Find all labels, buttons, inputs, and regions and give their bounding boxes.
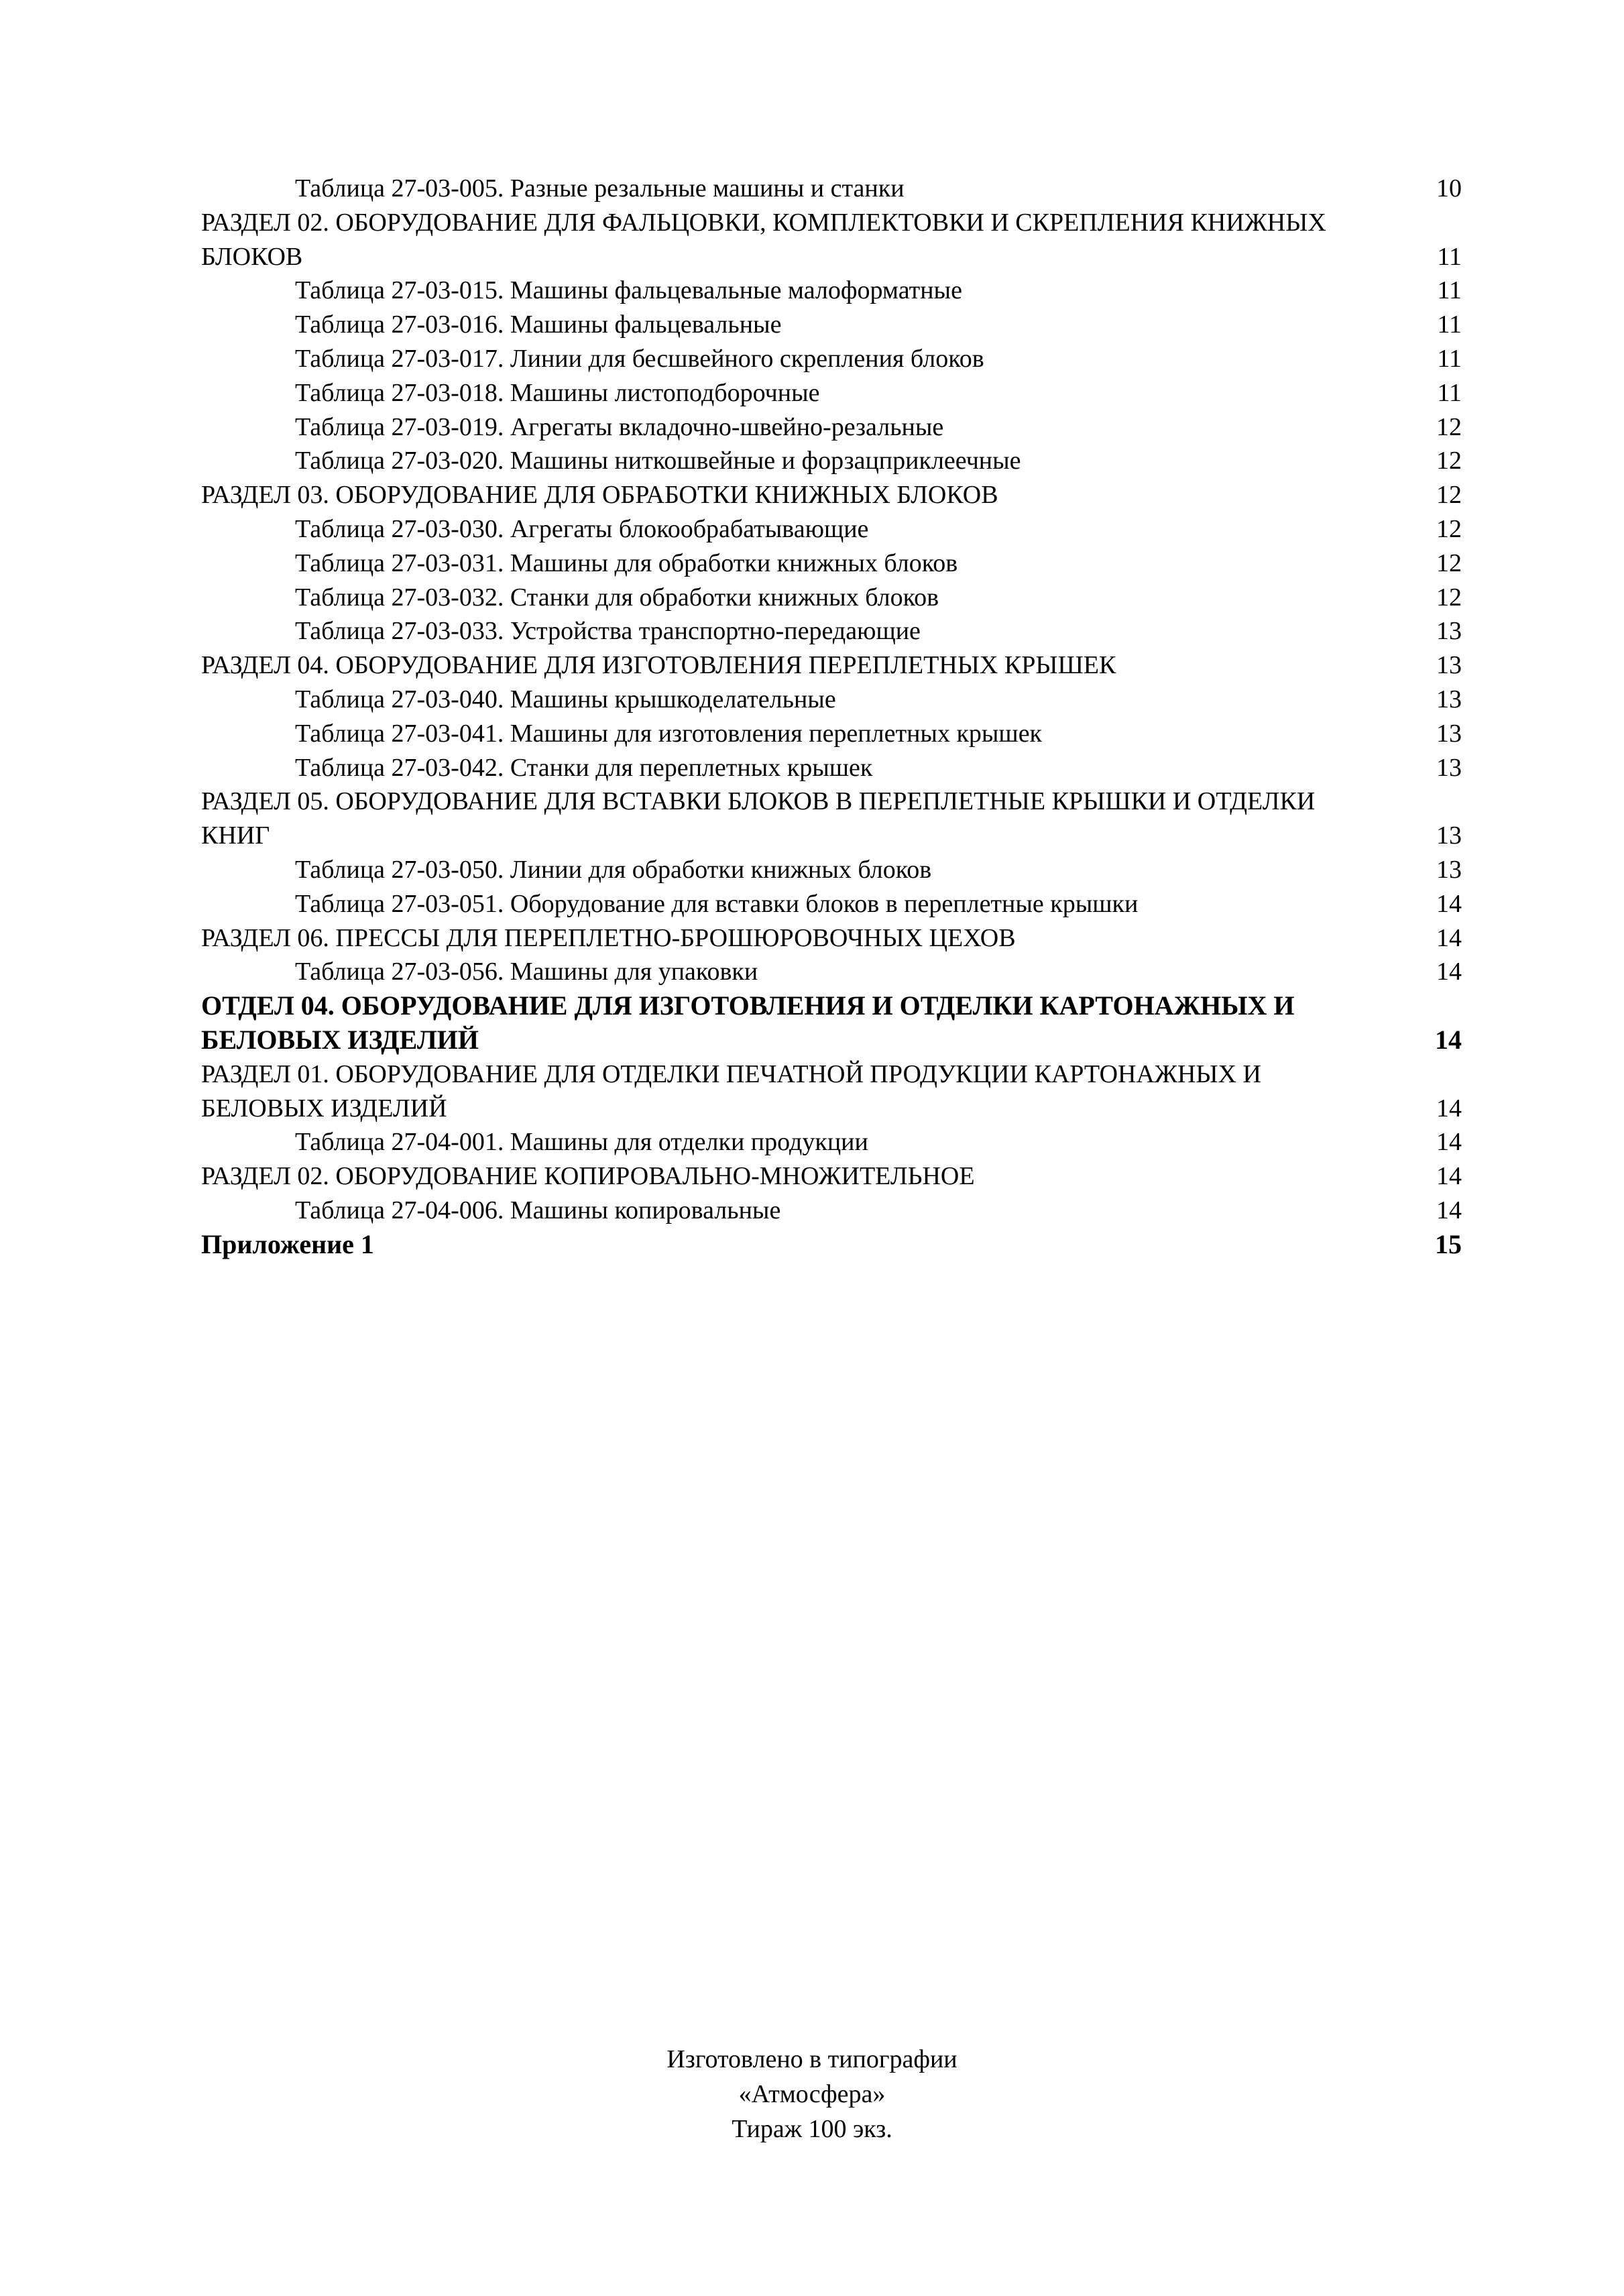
toc-entry-page: 12 — [1436, 583, 1462, 612]
toc-entry-title: РАЗДЕЛ 02. ОБОРУДОВАНИЕ КОПИРОВАЛЬНО-МНОЖИТЕЛЬНОЕ — [201, 1162, 975, 1191]
toc-entry-page: 12 — [1436, 447, 1462, 475]
toc-entry-title: Таблица 27-03-041. Машины для изготовления переплетных крышек — [295, 719, 1043, 748]
imprint-printed-by: Изготовлено в типографии — [666, 2045, 958, 2073]
toc-entry-page: 11 — [1437, 242, 1462, 271]
toc-entry-title: РАЗДЕЛ 04. ОБОРУДОВАНИЕ ДЛЯ ИЗГОТОВЛЕНИЯ ПЕРЕПЛЕТНЫХ КРЫШЕК — [201, 651, 1116, 680]
toc-entry-title: ОТДЕЛ 04. ОБОРУДОВАНИЕ ДЛЯ ИЗГОТОВЛЕНИЯ И ОТДЕЛКИ КАРТОНАЖНЫХ И БЕЛОВЫХ ИЗДЕЛИЙ — [201, 990, 1295, 1055]
toc-entry-title: Таблица 27-03-018. Машины листоподборочные — [295, 378, 820, 407]
toc-entry-section[interactable] — [201, 206, 1462, 274]
toc-entry-table[interactable] — [201, 853, 1462, 887]
toc-entry-title: Таблица 27-03-016. Машины фальцевальные — [295, 310, 782, 339]
toc-entry-table[interactable] — [201, 717, 1462, 751]
toc-entry-title: Таблица 27-03-005. Разные резальные машины и станки — [295, 174, 905, 203]
toc-entry-page: 13 — [1436, 719, 1462, 748]
toc-entry-title: Таблица 27-03-040. Машины крышкоделательные — [295, 685, 836, 713]
toc-entry-page: 12 — [1436, 514, 1462, 543]
toc-entry-title: Таблица 27-03-030. Агрегаты блокообрабатывающие — [295, 514, 869, 543]
toc-entry-table[interactable] — [201, 308, 1462, 342]
toc-entry-title: Таблица 27-04-006. Машины копировальные — [295, 1196, 781, 1224]
toc-entry-title: Таблица 27-03-019. Агрегаты вкладочно-швейно-резальные — [295, 412, 944, 441]
toc-entry-table[interactable] — [201, 1194, 1462, 1228]
toc-entry-page: 13 — [1436, 821, 1462, 850]
toc-entry-table[interactable] — [201, 274, 1462, 308]
toc-entry-page: 14 — [1435, 1024, 1462, 1055]
toc-entry-title: Таблица 27-03-031. Машины для обработки книжных блоков — [295, 549, 958, 577]
toc-entry-page: 14 — [1436, 958, 1462, 986]
imprint-printer-name: «Атмосфера» — [738, 2080, 886, 2108]
toc-entry-section[interactable] — [201, 648, 1462, 683]
toc-entry-page: 11 — [1437, 276, 1462, 305]
toc-entry-table[interactable] — [201, 342, 1462, 376]
toc-entry-page: 15 — [1435, 1228, 1462, 1259]
toc-entry-page: 13 — [1436, 753, 1462, 782]
toc-entry-title: Таблица 27-04-001. Машины для отделки продукции — [295, 1128, 868, 1157]
toc-entry-title: Таблица 27-03-017. Линии для бесшвейного скрепления блоков — [295, 344, 984, 373]
toc-entry-title: Таблица 27-03-050. Линии для обработки книжных блоков — [295, 855, 932, 884]
toc-entry-table[interactable] — [201, 751, 1462, 785]
toc-entry-title: РАЗДЕЛ 03. ОБОРУДОВАНИЕ ДЛЯ ОБРАБОТКИ КНИЖНЫХ БЛОКОВ — [201, 481, 998, 510]
toc-entry-table[interactable] — [201, 887, 1462, 921]
toc-entry-title: РАЗДЕЛ 06. ПРЕССЫ ДЛЯ ПЕРЕПЛЕТНО-БРОШЮРОВОЧНЫХ ЦЕХОВ — [201, 923, 1016, 952]
toc-entry-table[interactable] — [201, 376, 1462, 410]
toc-entry-page: 11 — [1437, 378, 1462, 407]
toc-entry-section[interactable] — [201, 478, 1462, 512]
toc-entry-section[interactable] — [201, 1057, 1462, 1126]
toc-entry-page: 10 — [1436, 174, 1462, 203]
toc-entry-title: РАЗДЕЛ 05. ОБОРУДОВАНИЕ ДЛЯ ВСТАВКИ БЛОКОВ В ПЕРЕПЛЕТНЫЕ КРЫШКИ И ОТДЕЛКИ КНИГ — [201, 787, 1316, 850]
toc-entry-table[interactable] — [201, 547, 1462, 581]
toc-entry-page: 12 — [1436, 481, 1462, 510]
toc-entry-title: РАЗДЕЛ 01. ОБОРУДОВАНИЕ ДЛЯ ОТДЕЛКИ ПЕЧАТНОЙ ПРОДУКЦИИ КАРТОНАЖНЫХ И БЕЛОВЫХ ИЗДЕЛИЙ — [201, 1059, 1261, 1123]
toc-entry-page: 14 — [1436, 1128, 1462, 1157]
toc-entry-department[interactable] — [201, 989, 1462, 1057]
toc-entry-title: Таблица 27-03-020. Машины ниткошвейные и форзацприклеечные — [295, 447, 1021, 475]
toc-entry-page: 11 — [1437, 344, 1462, 373]
toc-entry-table[interactable] — [201, 410, 1462, 445]
toc-entry-page: 14 — [1436, 923, 1462, 952]
toc-entry-section[interactable] — [201, 785, 1462, 853]
toc-entry-page: 14 — [1436, 1094, 1462, 1123]
table-of-contents — [201, 172, 1462, 1262]
toc-entry-page: 13 — [1436, 855, 1462, 884]
toc-entry-table[interactable] — [201, 512, 1462, 547]
imprint-print-run: Тираж 100 экз. — [732, 2115, 892, 2143]
toc-entry-table[interactable] — [201, 444, 1462, 478]
toc-entry-page: 14 — [1436, 1196, 1462, 1224]
toc-entry-table[interactable] — [201, 955, 1462, 989]
toc-entry-title: Таблица 27-03-033. Устройства транспортно-передающие — [295, 617, 921, 646]
toc-entry-table[interactable] — [201, 683, 1462, 717]
toc-entry-page: 11 — [1437, 310, 1462, 339]
toc-entry-title: РАЗДЕЛ 02. ОБОРУДОВАНИЕ ДЛЯ ФАЛЬЦОВКИ, КОМПЛЕКТОВКИ И СКРЕПЛЕНИЯ КНИЖНЫХ БЛОКОВ — [201, 208, 1326, 271]
toc-entry-title: Таблица 27-03-042. Станки для переплетных крышек — [295, 753, 873, 782]
toc-entry-page: 12 — [1436, 412, 1462, 441]
toc-entry-title: Приложение 1 — [201, 1228, 374, 1259]
toc-entry-page: 13 — [1436, 651, 1462, 680]
toc-entry-section[interactable] — [201, 921, 1462, 956]
toc-entry-title: Таблица 27-03-032. Станки для обработки книжных блоков — [295, 583, 939, 612]
toc-entry-page: 12 — [1436, 549, 1462, 577]
toc-entry-title: Таблица 27-03-056. Машины для упаковки — [295, 958, 758, 986]
toc-entry-appendix[interactable] — [201, 1228, 1462, 1262]
toc-entry-page: 14 — [1436, 1162, 1462, 1191]
toc-entry-table[interactable] — [201, 581, 1462, 615]
toc-entry-page: 13 — [1436, 617, 1462, 646]
toc-entry-page: 13 — [1436, 685, 1462, 713]
toc-entry-table[interactable] — [201, 1125, 1462, 1159]
toc-entry-page: 14 — [1436, 889, 1462, 918]
toc-entry-section[interactable] — [201, 1159, 1462, 1194]
toc-entry-table[interactable] — [201, 172, 1462, 206]
toc-entry-title: Таблица 27-03-015. Машины фальцевальные малоформатные — [295, 276, 962, 305]
printing-imprint — [0, 2042, 1624, 2146]
toc-entry-title: Таблица 27-03-051. Оборудование для вставки блоков в переплетные крышки — [295, 889, 1139, 918]
toc-entry-table[interactable] — [201, 614, 1462, 648]
